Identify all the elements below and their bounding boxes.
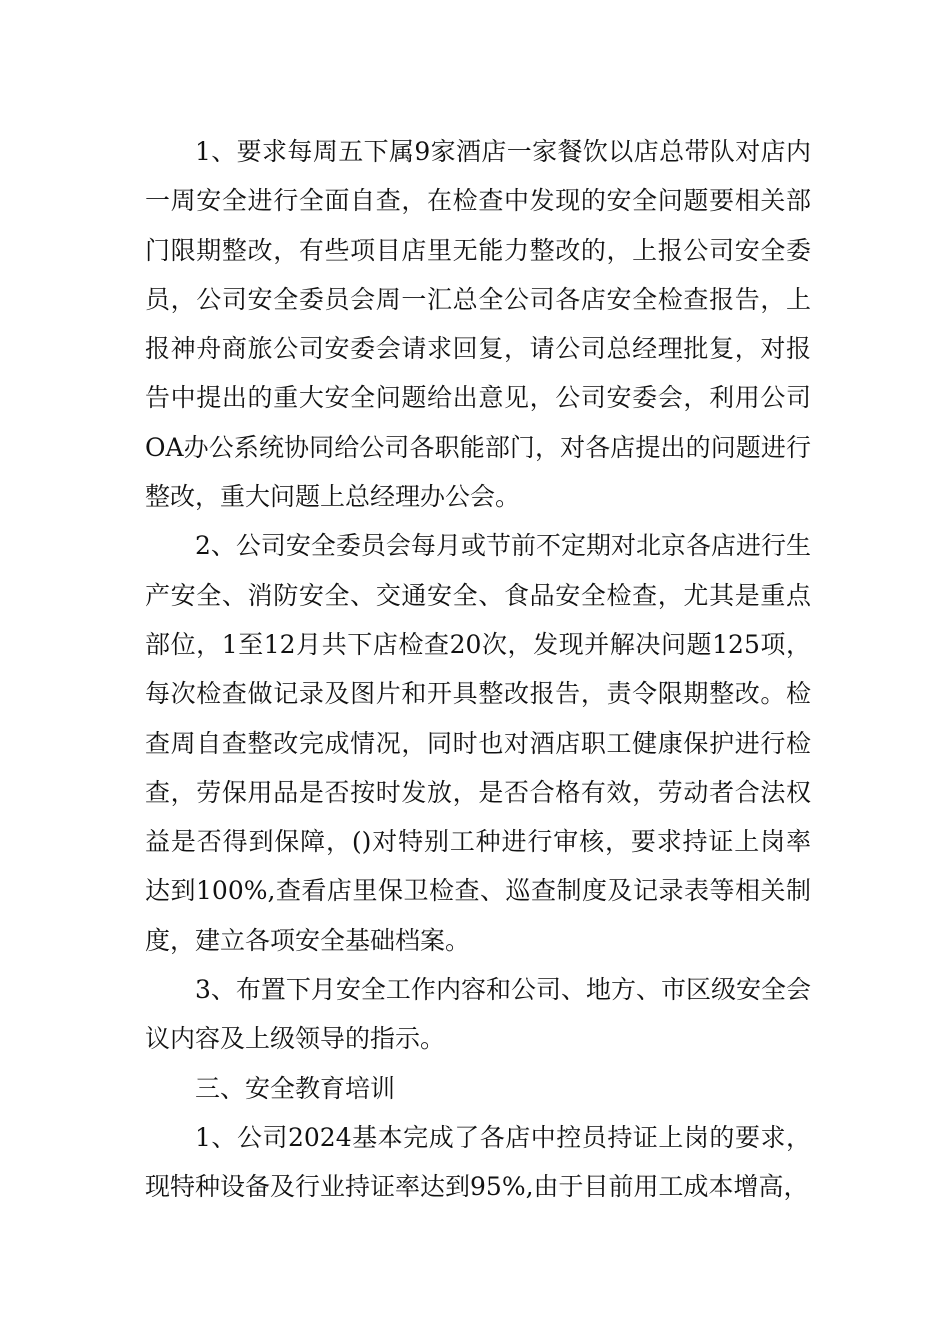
paragraph-certification: 1、公司2024基本完成了各店中控员持证上岗的要求，现特种设备及行业持证率达到95%,由于目前用工成本增高， xyxy=(145,1122,811,1202)
paragraph-weekly-self-inspection: 1、要求每周五下属9家酒店一家餐饮以店总带队对店内一周安全进行全面自查，在检查中发现的安全问题要相关部门限期整改，有些项目店里无能力整改的，上报公司安全委员，公司安全委员会周一汇总全公司各店安全检查报告，上报神舟商旅公司安委会请求回复，请公司总经理批复，对报告中提出的重大安全问题给出意见，公司安委会，利用公司OA办公系统协同给公司各职能部门，对各店提出的问题进行整改，重大问题上总经理办公会。 xyxy=(145,137,811,512)
section-heading-safety-training: 三、安全教育培训 xyxy=(195,1073,396,1103)
paragraph-monthly-inspection: 2、公司安全委员会每月或节前不定期对北京各店进行生产安全、消防安全、交通安全、食品安全检查，尤其是重点部位，1至12月共下店检查20次，发现并解决问题125项，每次检查做记录及图片和开具整改报告，责令限期整改。检查周自查整改完成情况，同时也对酒店职工健康保护进行检查，劳保用品是否按时发放，是否合格有效，劳动者合法权益是否得到保障，()对特别工种进行审核，要求持证上岗率达到100%,查看店里保卫检查、巡查制度及记录表等相关制度，建立各项安全基础档案。 xyxy=(145,531,811,955)
document-body xyxy=(145,127,811,1212)
paragraph-next-month-arrangement: 3、布置下月安全工作内容和公司、地方、市区级安全会议内容及上级领导的指示。 xyxy=(145,975,811,1054)
